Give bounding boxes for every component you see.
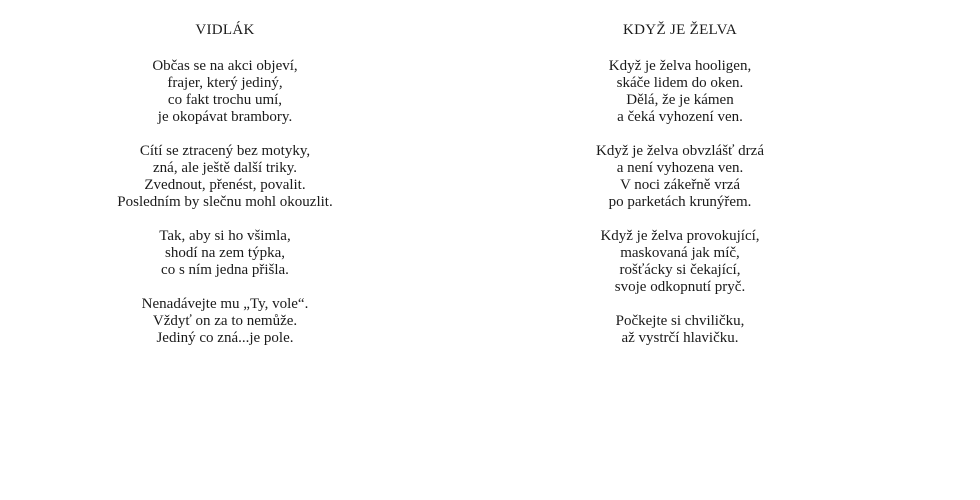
poem-line: maskovaná jak míč, [620, 245, 740, 261]
poem-kdyz-je-zelva [510, 22, 850, 347]
poem-line: V noci zákeřně vrzá [619, 177, 741, 193]
poem-line: Posledním by slečnu mohl okouzlit. [117, 194, 333, 210]
poem-line: Jediný co zná...je pole. [156, 330, 294, 346]
stanza [60, 143, 390, 211]
stanza [60, 228, 390, 279]
poem-line: Cítí se ztracený bez motyky, [139, 143, 311, 159]
poem-line: je okopávat brambory. [157, 109, 293, 125]
poem-line: co fakt trochu umí, [167, 92, 283, 108]
stanza [510, 143, 850, 211]
poem-line: Když je želva obvzlášť drzá [596, 143, 764, 159]
stanza [510, 313, 850, 347]
poem-line: Dělá, že je kámen [626, 92, 734, 108]
poem-line: co s ním jedna přišla. [161, 262, 289, 278]
stanza [510, 228, 850, 296]
poem-line: a není vyhozena ven. [616, 160, 744, 176]
poem-line: Zvednout, přenést, povalit. [144, 177, 306, 193]
poem-line: Počkejte si chviličku, [615, 313, 745, 329]
poem-line: Občas se na akci objeví, [152, 58, 298, 74]
poem-line: až vystrčí hlavičku. [621, 330, 739, 346]
poem-line: svoje odkopnutí pryč. [614, 279, 746, 295]
poem-line: skáče lidem do oken. [616, 75, 744, 91]
poem-line: Nenadávejte mu „Ty, vole“. [141, 296, 309, 312]
stanza [60, 58, 390, 126]
poem-line: po parketách krunýřem. [608, 194, 752, 210]
poem-line: rošťácky si čekající, [619, 262, 741, 278]
poem-vidlak [60, 22, 390, 347]
poem-line: Vždyť on za to nemůže. [152, 313, 298, 329]
stanza [510, 58, 850, 126]
poem-line: Když je želva hooligen, [608, 58, 752, 74]
poem-line: Tak, aby si ho všimla, [159, 228, 291, 244]
poem-line: frajer, který jediný, [167, 75, 283, 91]
poem-line: Když je želva provokující, [600, 228, 760, 244]
stanza [60, 296, 390, 347]
poem-title: KDYŽ JE ŽELVA [623, 22, 737, 38]
poem-line: a čeká vyhození ven. [617, 109, 743, 125]
poem-title: VIDLÁK [195, 22, 255, 38]
poem-line: shodí na zem týpka, [165, 245, 285, 261]
poem-line: zná, ale ještě další triky. [153, 160, 297, 176]
